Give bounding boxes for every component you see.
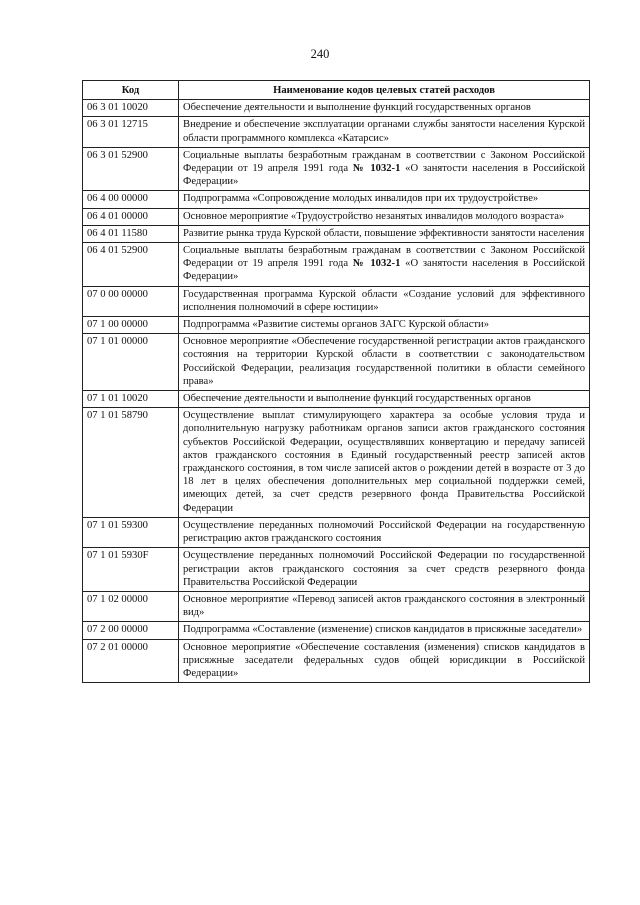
row-name: Основное мероприятие «Обеспечение государственной регистрации актов гражданского состояния на территории Курской области в соответствии с законодательством Российской Федерации, реализация государственной политики в области семейного права»	[179, 334, 590, 391]
row-name: Основное мероприятие «Трудоустройство незанятых инвалидов молодого возраста»	[179, 208, 590, 225]
row-code: 07 1 01 10020	[83, 391, 179, 408]
row-code: 06 3 01 12715	[83, 117, 179, 147]
table-row	[83, 317, 590, 334]
table-row	[83, 408, 590, 518]
row-code: 07 2 01 00000	[83, 639, 179, 683]
row-name: Подпрограмма «Составление (изменение) списков кандидатов в присяжные заседатели»	[179, 622, 590, 639]
row-name: Государственная программа Курской области «Создание условий для эффективного исполнения полномочий в сфере юстиции»	[179, 286, 590, 316]
table-row	[83, 517, 590, 547]
row-law-number: № 1032-1	[352, 163, 401, 175]
row-name: Основное мероприятие «Перевод записей актов гражданского состояния в электронный вид»	[179, 591, 590, 621]
row-name: Осуществление переданных полномочий Российской Федерации по государственной регистрации актов гражданского состояния за счет средств резервного фонда Правительства Российской Федерации	[179, 548, 590, 592]
page-number: 240	[310, 47, 330, 61]
row-code: 07 0 00 00000	[83, 286, 179, 316]
budget-codes-table	[82, 80, 590, 683]
table-row	[83, 391, 590, 408]
row-name: Развитие рынка труда Курской области, повышение эффективности занятости населения	[179, 225, 590, 242]
row-name: Подпрограмма «Сопровождение молодых инвалидов при их трудоустройстве»	[179, 191, 590, 208]
header-name: Наименование кодов целевых статей расходов	[179, 81, 590, 100]
table-row	[83, 639, 590, 683]
row-name-text: Социальные выплаты безработным гражданам в соответствии с Законом Российской Федерации от 19 апреля 1991 года	[183, 149, 585, 175]
row-code: 07 1 00 00000	[83, 317, 179, 334]
table-row	[83, 591, 590, 621]
table-row	[83, 208, 590, 225]
row-code: 07 1 02 00000	[83, 591, 179, 621]
table-row	[83, 191, 590, 208]
row-name	[179, 243, 590, 287]
table-row	[83, 243, 590, 287]
table-header-row	[83, 81, 590, 100]
row-name: Основное мероприятие «Обеспечение составления (изменения) списков кандидатов в присяжные заседатели федеральных судов общей юрисдикции в Российской Федерации»	[179, 639, 590, 683]
row-law-number: № 1032-1	[352, 258, 401, 270]
row-code: 07 1 01 5930F	[83, 548, 179, 592]
row-name-tail: «О занятости населения в Российской Федерации»	[183, 258, 585, 283]
row-name-tail: «О занятости населения в Российской Федерации»	[183, 163, 585, 188]
row-code: 06 4 01 52900	[83, 243, 179, 287]
table-row	[83, 147, 590, 191]
table-row	[83, 334, 590, 391]
row-name: Обеспечение деятельности и выполнение функций государственных органов	[179, 100, 590, 117]
row-name: Осуществление выплат стимулирующего характера за особые условия труда и дополнительную нагрузку работникам органов записи актов гражданского состояния субъектов Российской Федерации, осуществлявших конвертацию и передачу записей актов гражданского состояния в Единый государственный реестр записей актов гражданского состояния, в том числе записей актов о рождении детей в возрасте от 3 до 18 лет в целях обеспечения дополнительных мер социальной поддержки семей, имеющих детей, за счет средств резервного фонда Правительства Российской Федерации	[179, 408, 590, 518]
row-code: 07 1 01 58790	[83, 408, 179, 518]
header-code: Код	[83, 81, 179, 100]
row-code: 06 3 01 10020	[83, 100, 179, 117]
table-row	[83, 100, 590, 117]
table-row	[83, 622, 590, 639]
row-code: 07 1 01 00000	[83, 334, 179, 391]
row-name: Подпрограмма «Развитие системы органов ЗАГС Курской области»	[179, 317, 590, 334]
table-row	[83, 225, 590, 242]
row-code: 06 4 01 11580	[83, 225, 179, 242]
row-code: 07 1 01 59300	[83, 517, 179, 547]
row-name-text: Социальные выплаты безработным гражданам в соответствии с Законом Российской Федерации от 19 апреля 1991 года	[183, 245, 585, 270]
row-name: Внедрение и обеспечение эксплуатации органами службы занятости населения Курской области программного комплекса «Катарсис»	[179, 117, 590, 147]
row-name: Обеспечение деятельности и выполнение функций государственных органов	[179, 391, 590, 408]
row-code: 06 3 01 52900	[83, 147, 179, 191]
table-row	[83, 286, 590, 316]
table-row	[83, 548, 590, 592]
row-code: 06 4 01 00000	[83, 208, 179, 225]
table-row	[83, 117, 590, 147]
row-code: 07 2 00 00000	[83, 622, 179, 639]
row-code: 06 4 00 00000	[83, 191, 179, 208]
row-name: Осуществление переданных полномочий Российской Федерации на государственную регистрацию актов гражданского состояния	[179, 517, 590, 547]
row-name	[179, 147, 590, 191]
